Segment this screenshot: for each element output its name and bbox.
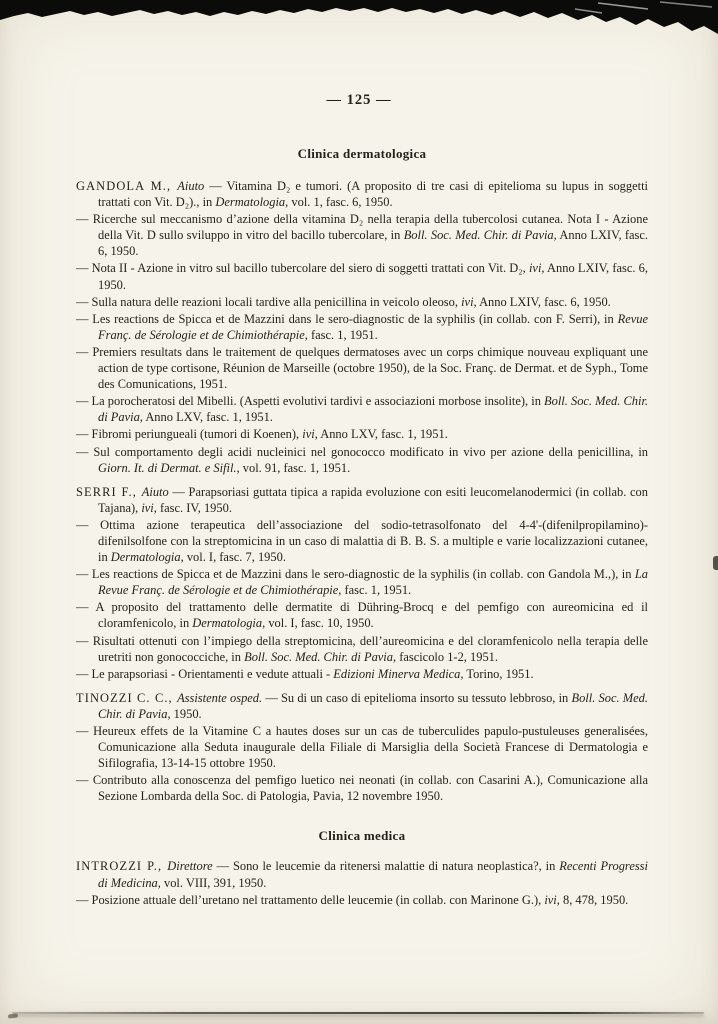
bib-entry xyxy=(76,566,648,598)
bib-entry xyxy=(76,294,648,310)
entry-text: Anno LXIV, fasc. 6, 1950. xyxy=(98,228,649,259)
bib-entry xyxy=(76,599,648,631)
author-name: SERRI F., xyxy=(76,484,142,499)
entry-text: , vol. VIII, 391, 1950. xyxy=(157,875,267,890)
bib-entry xyxy=(76,484,648,516)
italic-text: Edizioni Minerva Medica xyxy=(333,666,461,681)
bib-entry xyxy=(76,211,648,259)
entry-text: — Sulla natura delle reazioni locali tardive alla penicillina in veicolo oleoso, xyxy=(76,294,462,309)
italic-text: Aiuto xyxy=(141,484,169,499)
entry-text: — Vitamina D₂ e tumori. (A proposito di tre casi di epitelioma su lupus in soggetti trattati con Vit. D₂)., in xyxy=(98,179,648,210)
italic-text: La Revue Franç. de Sérologie et de Chimiothérapie xyxy=(98,567,648,598)
bib-entry xyxy=(76,892,648,908)
italic-text: Dermatologia xyxy=(192,616,263,631)
italic-text: Giorn. It. di Dermat. e Sifil. xyxy=(98,460,237,475)
torn-paper-edge xyxy=(0,0,718,48)
entry-text: — Nota II - Azione in vitro sul bacillo tubercolare del siero di soggetti trattati con Vit. D₂, xyxy=(76,261,529,276)
entry-text: — Les reactions de Spicca et de Mazzini dans le sero-diagnostic de la syphilis (in collab. con Gandola M.,), in xyxy=(76,567,635,582)
entry-text: , vol. I, fasc. 10, 1950. xyxy=(262,616,374,631)
entry-text: — Posizione attuale dell’uretano nel trattamento delle leucemie (in collab. con Marinone G.), xyxy=(76,892,545,907)
entry-text: , 1950. xyxy=(167,706,202,721)
italic-text: ivi xyxy=(528,261,542,276)
italic-text: Revue Franç. de Sérologie et de Chimiothérapie xyxy=(98,311,648,342)
entry-text: — Parapsoriasi guttata tipica a rapida evoluzione con esiti leucomelanodermici (in collab. con Tajana), xyxy=(98,484,648,515)
entry-text: — Ottima azione terapeutica dell’associazione del sodio-tetrasolfonato del 4-4'-(difenilpropilamino)-difenilsolfone con la streptomicina in un caso di malattia di B. B. S. a multiple e varie localizzazioni cutanee, in xyxy=(76,517,648,565)
entry-text: — Ricerche sul meccanismo d’azione della vitamina D₂ nella terapia della tubercolosi cutanea. Nota I - Azione della Vit. D sullo sviluppo in vitro del bacillo tubercolare, in xyxy=(76,212,648,243)
bib-entry xyxy=(76,723,648,771)
entry-text: — Su di un caso di epitelioma insorto su tessuto lebbroso, in xyxy=(262,690,572,705)
italic-text: Assistente osped. xyxy=(177,690,263,705)
entry-text: — A proposito del trattamento delle dermatite di Dühring-Brocq e del pemfigo con aureomicina ed il cloramfenicolo, in xyxy=(76,600,648,631)
entry-text: , vol. 91, fasc. 1, 1951. xyxy=(236,460,351,475)
italic-text: Aiuto xyxy=(177,179,205,193)
bib-entry xyxy=(76,517,648,565)
bib-entry xyxy=(76,178,648,210)
entry-text: , Torino, 1951. xyxy=(460,666,534,681)
bib-entry xyxy=(76,311,648,343)
bib-entry xyxy=(76,344,648,392)
bib-entry xyxy=(76,260,648,292)
bib-entry xyxy=(76,444,648,476)
italic-text: Boll. Soc. Med. Chir. di Pavia xyxy=(244,649,393,664)
italic-text: Boll. Soc. Med. Chir. di Pavia xyxy=(98,394,649,425)
entry-text: , 8, 478, 1950. xyxy=(556,892,629,907)
entry-text: , fascicolo 1-2, 1951. xyxy=(392,649,498,664)
author-name: GANDOLA M., xyxy=(76,179,178,193)
entry-text: — La porocheratosi del Mibelli. (Aspetti evolutivi tardivi e associazioni morbose insolite), in xyxy=(76,394,545,409)
entry-text: — Fibromi periungueali (tumori di Koenen), xyxy=(76,427,303,442)
section-heading: Clinica medica xyxy=(318,828,406,844)
italic-text: ivi xyxy=(461,294,474,309)
bib-entry xyxy=(76,690,648,722)
entry-text: — Contributo alla conoscenza del pemfigo luetico nei neonati (in collab. con Casarini A.), Comunicazione alla Sezione Lombarda della Soc. di Patologia, Pavia, 12 novembre 1950. xyxy=(76,773,648,804)
italic-text: Recenti Progressi di Medicina xyxy=(98,859,648,890)
entry-text: , Anno LXIV, fasc. 6, 1950. xyxy=(473,294,611,309)
section-heading: Clinica dermatologica xyxy=(297,146,427,161)
entry-text: — Heureux effets de la Vitamine C a hautes doses sur un cas de tuberculides papulo-pustuleuses generalisées, Comunicazione alla Seduta inaugurale della Filiale di Marsiglia della Società Francese di Dermatologia e Sifilografia, 13-14-15 ottobre 1950. xyxy=(76,724,648,771)
bib-entry xyxy=(76,426,648,442)
author-name: INTROZZI P., xyxy=(76,859,168,874)
entry-text: — Le parapsoriasi - Orientamenti e vedute attuali - xyxy=(76,666,334,681)
entry-text: — Premiers resultats dans le traitement de quelques dermatoses avec un corps chimique nouveau expliquant une action de type cortisone, Réunion de Marseille (octobre 1950), de la Soc. Franç. de Dermat. et de Syph., Tome des Comunications, 1951. xyxy=(76,344,648,392)
entry-text: , vol. I, fasc. 7, 1950. xyxy=(180,550,286,565)
italic-text: ivi xyxy=(141,500,154,515)
entry-text: , fasc. 1, 1951. xyxy=(338,583,412,598)
italic-text: Dermatologia xyxy=(215,195,286,210)
entry-text: — Risultati ottenuti con l’impiego della streptomicina, dell’aureomicina e del cloramfenicolo nella terapia delle uretriti non gonococciche, in xyxy=(76,633,648,664)
entry-text: , Anno LXIV, fasc. 6, 1950. xyxy=(98,261,649,292)
italic-text: Boll. Soc. Med. Chir. di Pavia, xyxy=(403,228,557,243)
bib-entry xyxy=(76,858,648,890)
author-name: TINOZZI C. C., xyxy=(76,690,178,705)
entry-text: , Anno LXV, fasc. 1, 1951. xyxy=(314,427,448,442)
scan-edge-mark xyxy=(713,556,718,570)
italic-text: Direttore xyxy=(167,859,213,874)
bib-entry xyxy=(76,633,648,665)
italic-text: ivi xyxy=(544,892,557,907)
entry-text: , fasc. 1, 1951. xyxy=(304,327,378,342)
entry-text: , vol. 1, fasc. 6, 1950. xyxy=(285,195,393,210)
entry-text: — Les reactions de Spicca et de Mazzini dans le sero-diagnostic de la syphilis (in collab. con F. Serri), in xyxy=(76,311,618,326)
scan-corner-speck xyxy=(8,1013,18,1018)
page-number: — 125 — xyxy=(326,92,392,108)
entry-text: — Sono le leucemie da ritenersi malattie di natura neoplastica?, in xyxy=(212,859,560,874)
bib-entry xyxy=(76,772,648,804)
italic-text: Dermatologia xyxy=(110,550,181,565)
bib-entry xyxy=(76,393,648,425)
italic-text: Boll. Soc. Med. Chir. di Pavia xyxy=(98,690,648,721)
scan-bottom-shadow xyxy=(12,1012,704,1014)
entry-text: , fasc. IV, 1950. xyxy=(153,500,232,515)
italic-text: ivi xyxy=(302,427,315,442)
entry-text: — Sul comportamento degli acidi nucleinici nel gonococco modificato in vivo per azione della penicillina, in xyxy=(76,444,648,459)
bib-entry xyxy=(76,666,648,682)
bibliography xyxy=(76,146,648,908)
entry-text: , Anno LXV, fasc. 1, 1951. xyxy=(139,410,273,425)
